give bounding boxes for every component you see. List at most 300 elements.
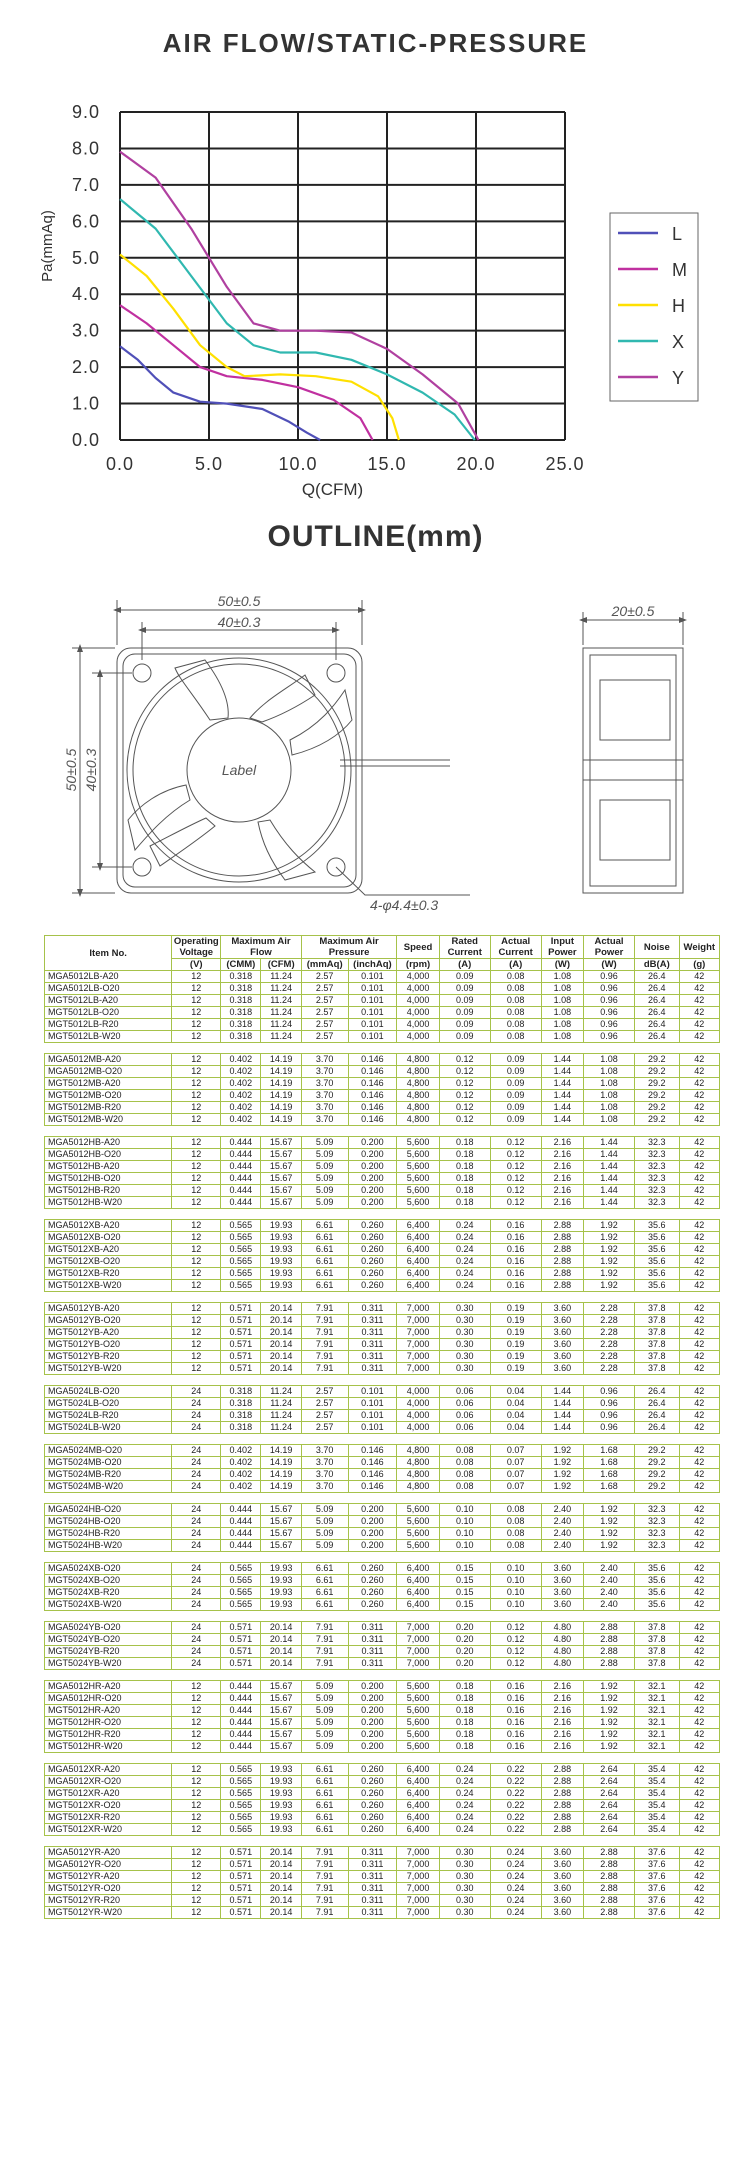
spec-cell: 12 <box>172 1327 221 1339</box>
spec-cell: 0.07 <box>490 1469 541 1481</box>
spec-cell: 12 <box>172 1066 221 1078</box>
spec-cell: 0.12 <box>490 1634 541 1646</box>
spec-cell: 0.402 <box>221 1102 261 1114</box>
spec-cell: 26.4 <box>635 1031 680 1043</box>
spec-cell: 1.08 <box>541 1031 583 1043</box>
spec-cell: 35.6 <box>635 1256 680 1268</box>
spec-cell: 14.19 <box>261 1457 301 1469</box>
spec-cell: 24 <box>172 1481 221 1493</box>
spec-cell: 7.91 <box>301 1327 348 1339</box>
spec-cell: 5,600 <box>397 1693 439 1705</box>
spec-cell: 0.402 <box>221 1445 261 1457</box>
spec-cell: 5,600 <box>397 1717 439 1729</box>
spec-cell: 29.2 <box>635 1090 680 1102</box>
spec-cell: 2.88 <box>541 1764 583 1776</box>
item-no-cell: MGT5012XB-W20 <box>45 1280 172 1292</box>
item-no-cell: MGT5012MB-R20 <box>45 1102 172 1114</box>
spec-cell: 5,600 <box>397 1741 439 1753</box>
spec-cell: 0.20 <box>439 1622 490 1634</box>
spec-cell: 2.57 <box>301 1422 348 1434</box>
dim-hole-spacing-v: 40±0.3 <box>83 748 99 792</box>
spec-cell: 37.8 <box>635 1315 680 1327</box>
spec-cell: 0.444 <box>221 1197 261 1209</box>
spec-cell: 2.16 <box>541 1681 583 1693</box>
spec-cell: 0.18 <box>439 1705 490 1717</box>
spec-cell: 7,000 <box>397 1327 439 1339</box>
spec-cell: 0.22 <box>490 1764 541 1776</box>
spec-cell: 42 <box>679 995 719 1007</box>
spec-cell: 2.40 <box>541 1504 583 1516</box>
spec-cell: 0.260 <box>348 1800 397 1812</box>
spec-cell: 12 <box>172 1859 221 1871</box>
group-spacer <box>45 1493 720 1504</box>
group-spacer <box>45 1753 720 1764</box>
spec-cell: 0.18 <box>439 1197 490 1209</box>
spec-cell: 0.101 <box>348 971 397 983</box>
item-no-cell: MGT5012XR-A20 <box>45 1788 172 1800</box>
spec-cell: 0.09 <box>439 1019 490 1031</box>
spec-cell: 0.260 <box>348 1812 397 1824</box>
spec-cell: 42 <box>679 1883 719 1895</box>
spec-cell: 4,800 <box>397 1078 439 1090</box>
spec-cell: 7,000 <box>397 1847 439 1859</box>
x-tick-label: 20.0 <box>456 454 496 474</box>
spec-cell: 0.07 <box>490 1457 541 1469</box>
spec-cell: 0.260 <box>348 1563 397 1575</box>
item-no-cell: MGT5024MB-O20 <box>45 1457 172 1469</box>
spec-cell: 0.402 <box>221 1481 261 1493</box>
spec-cell: 6.61 <box>301 1280 348 1292</box>
fan-side-view <box>583 648 683 893</box>
spec-cell: 5,600 <box>397 1149 439 1161</box>
spec-cell: 12 <box>172 1315 221 1327</box>
table-row <box>45 1066 720 1078</box>
y-tick-label: 2.0 <box>71 357 100 378</box>
table-row <box>45 1173 720 1185</box>
spec-cell: 12 <box>172 1847 221 1859</box>
spec-cell: 12 <box>172 1232 221 1244</box>
spec-cell: 7,000 <box>397 1622 439 1634</box>
spec-cell: 37.8 <box>635 1351 680 1363</box>
group-spacer <box>45 1043 720 1054</box>
spec-cell: 1.44 <box>541 1102 583 1114</box>
y-axis-label: Pa(mmAq) <box>39 210 56 282</box>
spec-cell: 7.91 <box>301 1339 348 1351</box>
spec-cell: 0.311 <box>348 1315 397 1327</box>
spec-cell: 20.14 <box>261 1658 301 1670</box>
spec-cell: 2.40 <box>584 1575 635 1587</box>
spec-cell: 0.311 <box>348 1634 397 1646</box>
spec-cell: 0.318 <box>221 1019 261 1031</box>
mount-hole <box>327 858 345 876</box>
spec-cell: 0.200 <box>348 1137 397 1149</box>
spec-cell: 29.2 <box>635 1054 680 1066</box>
spec-cell: 5,600 <box>397 1197 439 1209</box>
spec-cell: 2.28 <box>584 1363 635 1375</box>
spec-cell: 2.88 <box>541 1220 583 1232</box>
spec-cell: 3.70 <box>301 1054 348 1066</box>
spec-cell: 0.18 <box>439 1137 490 1149</box>
spec-cell: 12 <box>172 983 221 995</box>
spec-cell: 12 <box>172 1351 221 1363</box>
x-axis-label: Q(CFM) <box>301 480 364 499</box>
spec-cell: 2.16 <box>541 1741 583 1753</box>
spec-cell: 5.09 <box>301 1161 348 1173</box>
spec-cell: 42 <box>679 1599 719 1611</box>
spec-cell: 32.1 <box>635 1717 680 1729</box>
table-row <box>45 1622 720 1634</box>
spec-cell: 1.44 <box>541 1410 583 1422</box>
spec-cell: 0.318 <box>221 995 261 1007</box>
spec-cell: 2.16 <box>541 1729 583 1741</box>
spec-cell: 37.8 <box>635 1622 680 1634</box>
spec-cell: 2.64 <box>584 1824 635 1836</box>
spec-cell: 42 <box>679 1646 719 1658</box>
spec-cell: 1.92 <box>541 1469 583 1481</box>
item-no-cell: MGT5012YB-A20 <box>45 1327 172 1339</box>
mount-hole <box>133 858 151 876</box>
spec-cell: 0.260 <box>348 1824 397 1836</box>
spec-cell: 42 <box>679 1268 719 1280</box>
spec-cell: 0.565 <box>221 1232 261 1244</box>
spec-cell: 6,400 <box>397 1587 439 1599</box>
table-row <box>45 1847 720 1859</box>
spec-cell: 14.19 <box>261 1445 301 1457</box>
spec-cell: 0.571 <box>221 1303 261 1315</box>
spec-cell: 0.318 <box>221 1422 261 1434</box>
spec-cell: 15.67 <box>261 1540 301 1552</box>
spec-cell: 2.57 <box>301 1019 348 1031</box>
spec-cell: 2.28 <box>584 1303 635 1315</box>
spec-cell: 1.92 <box>584 1244 635 1256</box>
spec-cell: 0.200 <box>348 1681 397 1693</box>
spec-cell: 19.93 <box>261 1280 301 1292</box>
spec-cell: 0.260 <box>348 1268 397 1280</box>
spacer-cell <box>45 1552 720 1563</box>
spec-cell: 15.67 <box>261 1729 301 1741</box>
spec-cell: 37.6 <box>635 1907 680 1919</box>
spec-cell: 0.24 <box>439 1800 490 1812</box>
item-no-cell: MGA5012XB-A20 <box>45 1220 172 1232</box>
spec-cell: 1.92 <box>584 1516 635 1528</box>
spec-cell: 24 <box>172 1516 221 1528</box>
spec-cell: 6,400 <box>397 1788 439 1800</box>
spec-cell: 4,000 <box>397 1386 439 1398</box>
spec-cell: 0.18 <box>439 1161 490 1173</box>
spec-cell: 0.24 <box>439 1232 490 1244</box>
header-cell: Rated Current <box>439 936 490 959</box>
spec-cell: 0.96 <box>584 983 635 995</box>
spec-cell: 0.09 <box>490 1054 541 1066</box>
header-unit: (W) <box>541 959 583 971</box>
spec-cell: 12 <box>172 1303 221 1315</box>
spec-cell: 0.06 <box>439 1398 490 1410</box>
spec-cell: 7,000 <box>397 1895 439 1907</box>
spec-cell: 2.64 <box>584 1812 635 1824</box>
spec-cell: 0.444 <box>221 1173 261 1185</box>
item-no-cell: MGA5012LB-O20 <box>45 983 172 995</box>
spec-cell: 0.19 <box>490 1315 541 1327</box>
spacer-cell <box>45 1670 720 1681</box>
spec-cell: 12 <box>172 1256 221 1268</box>
spec-cell: 0.10 <box>490 1563 541 1575</box>
spec-cell: 5.09 <box>301 1173 348 1185</box>
spec-cell: 6.61 <box>301 1776 348 1788</box>
spec-cell: 11.24 <box>261 1031 301 1043</box>
spec-cell: 2.88 <box>541 1280 583 1292</box>
spec-cell: 37.8 <box>635 1634 680 1646</box>
spec-cell: 6.61 <box>301 1788 348 1800</box>
spec-cell: 0.07 <box>490 1445 541 1457</box>
spec-cell: 0.565 <box>221 1280 261 1292</box>
spec-cell: 0.08 <box>490 1516 541 1528</box>
spec-cell: 42 <box>679 1693 719 1705</box>
spec-cell: 4,800 <box>397 1457 439 1469</box>
spec-cell: 42 <box>679 1232 719 1244</box>
spec-cell: 0.101 <box>348 983 397 995</box>
spec-cell: 0.260 <box>348 1587 397 1599</box>
spec-cell: 5,600 <box>397 1681 439 1693</box>
spec-cell: 2.64 <box>584 1764 635 1776</box>
spec-cell: 37.6 <box>635 1859 680 1871</box>
spec-cell: 15.67 <box>261 1137 301 1149</box>
spec-cell: 24 <box>172 1457 221 1469</box>
spec-cell: 26.4 <box>635 995 680 1007</box>
spec-cell: 37.6 <box>635 1847 680 1859</box>
spec-cell: 0.22 <box>490 1812 541 1824</box>
spec-cell: 42 <box>679 1220 719 1232</box>
spec-cell: 37.8 <box>635 1339 680 1351</box>
spec-cell: 7.91 <box>301 1658 348 1670</box>
spec-cell: 6,400 <box>397 1824 439 1836</box>
table-row <box>45 1764 720 1776</box>
spec-cell: 15.67 <box>261 1197 301 1209</box>
spec-cell: 7,000 <box>397 1363 439 1375</box>
table-row <box>45 1658 720 1670</box>
spec-cell: 0.24 <box>439 1220 490 1232</box>
spec-cell: 15.67 <box>261 1504 301 1516</box>
item-no-cell: MGT5024XB-W20 <box>45 1599 172 1611</box>
spec-cell: 24 <box>172 1575 221 1587</box>
item-no-cell: MGT5012MB-A20 <box>45 1078 172 1090</box>
spec-cell: 0.311 <box>348 1859 397 1871</box>
spec-cell: 11.24 <box>261 1422 301 1434</box>
table-row <box>45 1280 720 1292</box>
spec-cell: 1.92 <box>541 1481 583 1493</box>
spec-cell: 0.96 <box>584 1410 635 1422</box>
table-row <box>45 1422 720 1434</box>
spec-cell: 24 <box>172 1410 221 1422</box>
table-row <box>45 1457 720 1469</box>
spec-cell: 35.4 <box>635 1776 680 1788</box>
spec-cell: 29.2 <box>635 1102 680 1114</box>
spec-cell: 42 <box>679 1457 719 1469</box>
spec-cell: 24 <box>172 1469 221 1481</box>
spec-cell: 6.61 <box>301 1587 348 1599</box>
spec-cell: 6.61 <box>301 1599 348 1611</box>
spec-cell: 32.1 <box>635 1705 680 1717</box>
spec-cell: 35.6 <box>635 1599 680 1611</box>
group-spacer <box>45 1209 720 1220</box>
spacer-cell <box>45 1611 720 1622</box>
spec-cell: 0.200 <box>348 1185 397 1197</box>
spec-cell: 2.16 <box>541 1693 583 1705</box>
item-no-cell: MGT5012HB-R20 <box>45 1185 172 1197</box>
item-no-cell: MGT5012HR-W20 <box>45 1741 172 1753</box>
spec-cell: 29.2 <box>635 1066 680 1078</box>
spec-cell: 1.44 <box>541 1078 583 1090</box>
spec-cell: 0.19 <box>490 1339 541 1351</box>
spec-cell: 0.08 <box>490 1504 541 1516</box>
spec-cell: 2.88 <box>541 1824 583 1836</box>
spec-cell: 5,600 <box>397 1137 439 1149</box>
spec-cell: 0.311 <box>348 1871 397 1883</box>
spec-cell: 42 <box>679 1137 719 1149</box>
spec-cell: 0.146 <box>348 1445 397 1457</box>
spec-cell: 12 <box>172 1078 221 1090</box>
spec-cell: 20.14 <box>261 1634 301 1646</box>
spec-cell: 0.146 <box>348 1114 397 1126</box>
table-row <box>45 1220 720 1232</box>
spec-cell: 1.44 <box>584 1149 635 1161</box>
spec-cell: 4,800 <box>397 1066 439 1078</box>
spec-cell: 0.444 <box>221 1149 261 1161</box>
spec-cell: 0.311 <box>348 1622 397 1634</box>
header-item-no: Item No. <box>45 936 172 971</box>
spec-cell: 2.40 <box>541 1516 583 1528</box>
y-tick-label: 7.0 <box>71 174 100 195</box>
spec-cell: 32.1 <box>635 1729 680 1741</box>
spec-cell: 0.24 <box>439 1764 490 1776</box>
legend-label-m: M <box>672 260 687 280</box>
spec-cell: 11.24 <box>261 1007 301 1019</box>
spec-cell: 1.08 <box>584 1102 635 1114</box>
spec-cell: 26.4 <box>635 1386 680 1398</box>
spec-cell: 1.92 <box>584 1256 635 1268</box>
spec-cell: 42 <box>679 1812 719 1824</box>
spec-cell: 42 <box>679 1587 719 1599</box>
spec-cell: 0.09 <box>490 1090 541 1102</box>
spec-cell: 19.93 <box>261 1812 301 1824</box>
spec-cell: 0.444 <box>221 1540 261 1552</box>
spec-cell: 0.101 <box>348 1007 397 1019</box>
item-no-cell: MGA5012XB-O20 <box>45 1232 172 1244</box>
spec-cell: 2.40 <box>584 1599 635 1611</box>
spec-cell: 0.12 <box>439 1102 490 1114</box>
spec-cell: 14.19 <box>261 1481 301 1493</box>
spec-cell: 0.96 <box>584 1007 635 1019</box>
spec-cell: 3.70 <box>301 1481 348 1493</box>
spec-cell: 0.260 <box>348 1256 397 1268</box>
spec-cell: 7.91 <box>301 1646 348 1658</box>
spec-cell: 35.6 <box>635 1232 680 1244</box>
spec-cell: 6,400 <box>397 1563 439 1575</box>
spec-cell: 7,000 <box>397 1907 439 1919</box>
spec-cell: 12 <box>172 1717 221 1729</box>
spec-cell: 12 <box>172 1812 221 1824</box>
spec-cell: 15.67 <box>261 1693 301 1705</box>
item-no-cell: MGA5012HB-A20 <box>45 1137 172 1149</box>
table-row <box>45 1528 720 1540</box>
series-line-m <box>120 305 373 440</box>
spec-cell: 11.24 <box>261 971 301 983</box>
header-cell: Actual Power <box>584 936 635 959</box>
spec-cell: 19.93 <box>261 1563 301 1575</box>
spec-cell: 0.101 <box>348 1410 397 1422</box>
spec-cell: 0.30 <box>439 1859 490 1871</box>
spec-cell: 3.60 <box>541 1363 583 1375</box>
spec-cell: 0.15 <box>439 1599 490 1611</box>
spec-cell: 0.96 <box>584 1398 635 1410</box>
spec-cell: 0.18 <box>439 1681 490 1693</box>
spec-cell: 0.571 <box>221 1315 261 1327</box>
header-unit: (CMM) <box>221 959 261 971</box>
item-no-cell: MGT5012YB-R20 <box>45 1351 172 1363</box>
spec-cell: 0.24 <box>490 1871 541 1883</box>
spec-cell: 4,000 <box>397 1019 439 1031</box>
item-no-cell: MGA5012MB-O20 <box>45 1066 172 1078</box>
spec-cell: 7.91 <box>301 1363 348 1375</box>
spec-cell: 0.08 <box>490 1019 541 1031</box>
spec-cell: 1.08 <box>541 995 583 1007</box>
spec-cell: 35.4 <box>635 1764 680 1776</box>
item-no-cell: MGA5012LB-A20 <box>45 971 172 983</box>
spec-cell: 5,600 <box>397 1729 439 1741</box>
spec-cell: 1.08 <box>584 1078 635 1090</box>
spec-cell: 7.91 <box>301 1351 348 1363</box>
spec-cell: 4,000 <box>397 995 439 1007</box>
spec-cell: 2.88 <box>541 1268 583 1280</box>
spec-cell: 0.260 <box>348 1244 397 1256</box>
spec-cell: 0.19 <box>490 1327 541 1339</box>
spec-cell: 0.200 <box>348 1528 397 1540</box>
spec-cell: 42 <box>679 1540 719 1552</box>
spec-cell: 3.60 <box>541 1883 583 1895</box>
spec-cell: 0.09 <box>490 1078 541 1090</box>
spec-cell: 14.19 <box>261 1114 301 1126</box>
group-spacer <box>45 1552 720 1563</box>
spec-cell: 2.16 <box>541 1161 583 1173</box>
spec-cell: 0.402 <box>221 1457 261 1469</box>
spec-cell: 0.146 <box>348 1481 397 1493</box>
spec-cell: 2.40 <box>584 1563 635 1575</box>
spec-cell: 0.571 <box>221 1622 261 1634</box>
spec-cell: 0.22 <box>490 1824 541 1836</box>
spec-cell: 15.67 <box>261 1516 301 1528</box>
spec-cell: 0.04 <box>490 1398 541 1410</box>
table-row <box>45 1351 720 1363</box>
spec-cell: 12 <box>172 1741 221 1753</box>
spec-cell: 0.16 <box>490 1729 541 1741</box>
spec-cell: 1.44 <box>584 1137 635 1149</box>
spec-cell: 37.8 <box>635 1658 680 1670</box>
item-no-cell: MGT5012LB-R20 <box>45 1019 172 1031</box>
table-row <box>45 1054 720 1066</box>
spec-cell: 2.57 <box>301 971 348 983</box>
spec-cell: 0.12 <box>439 1090 490 1102</box>
table-row <box>45 1185 720 1197</box>
spec-cell: 0.96 <box>584 1019 635 1031</box>
spec-cell: 12 <box>172 1031 221 1043</box>
fan-hub <box>187 718 291 822</box>
spec-cell: 0.571 <box>221 1907 261 1919</box>
spec-cell: 14.19 <box>261 1469 301 1481</box>
table-row <box>45 1693 720 1705</box>
spec-cell: 0.96 <box>584 971 635 983</box>
spec-cell: 0.19 <box>490 1303 541 1315</box>
spec-cell: 6.61 <box>301 1268 348 1280</box>
spec-cell: 0.20 <box>439 1646 490 1658</box>
